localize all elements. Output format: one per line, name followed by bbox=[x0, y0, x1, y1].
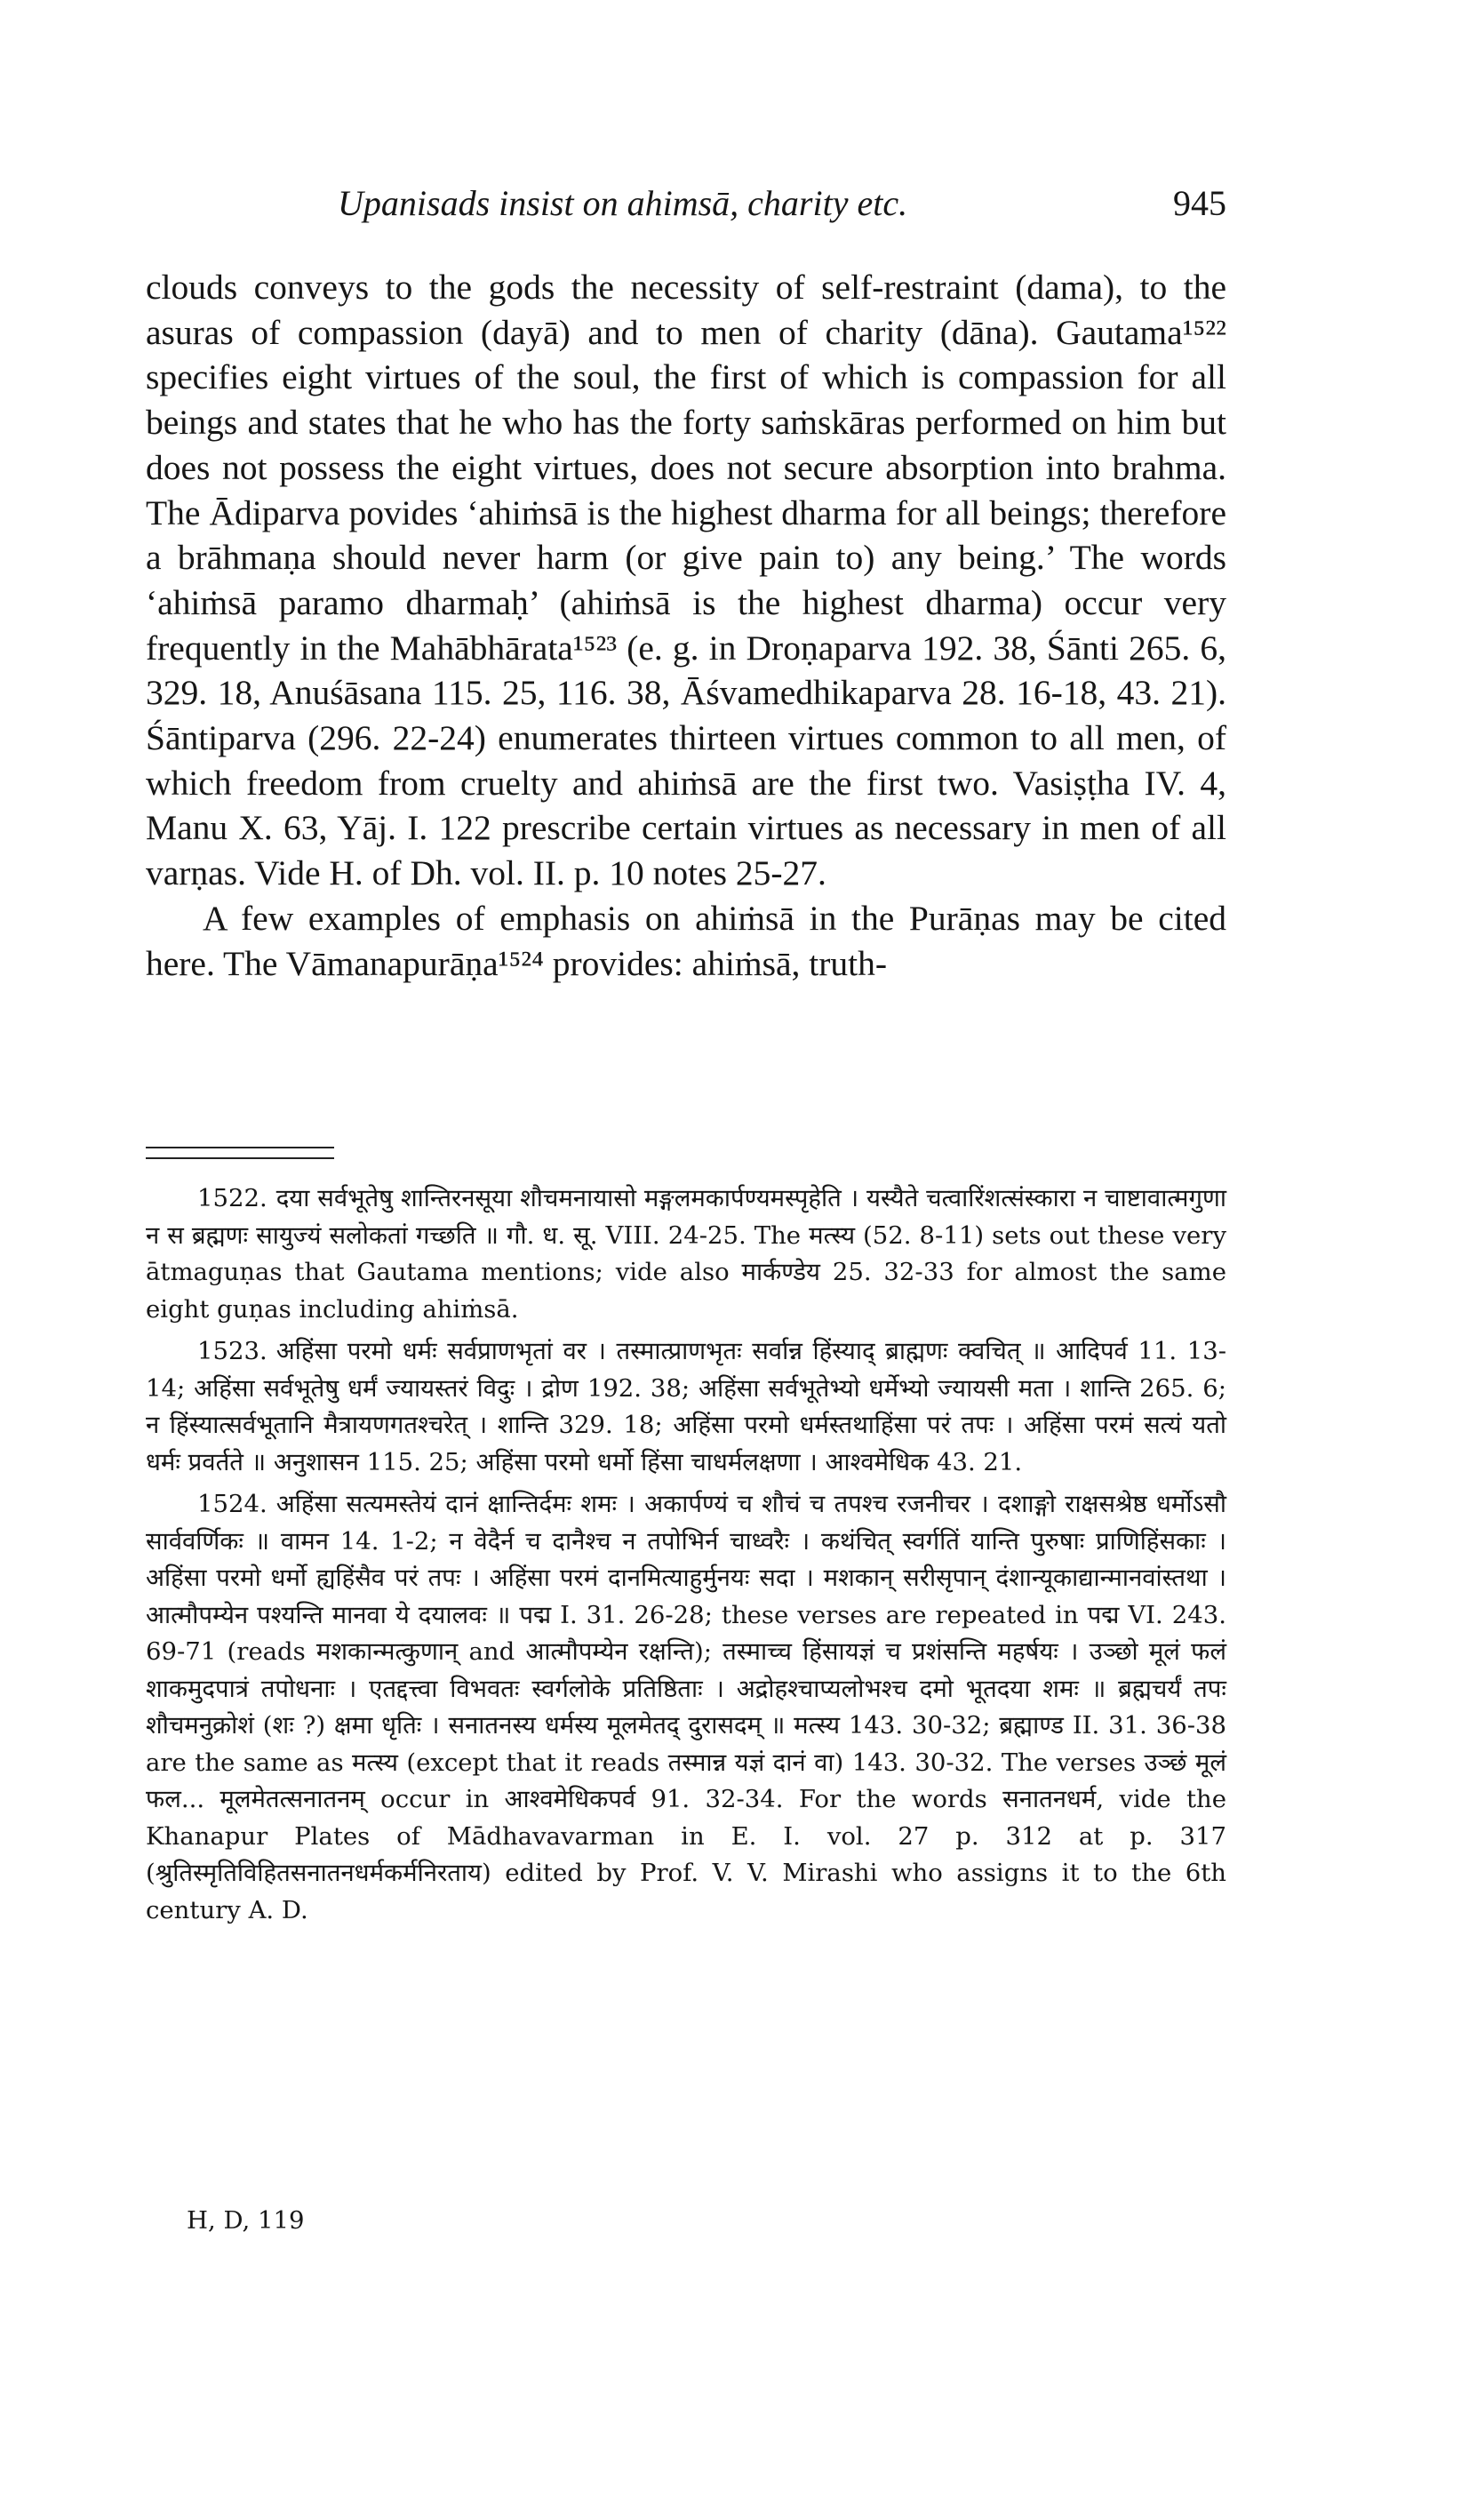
footnote-1522 bbox=[146, 1180, 1226, 1328]
signature-mark: H, D, 119 bbox=[187, 2206, 305, 2235]
footnote-text: दया सर्वभूतेषु शान्तिरनसूया शौचमनायासो मङ्गलमकार्पण्यमस्पृहेति । यस्यैते चत्वारिंशत्संस्कारा न चाष्टावात्मगुणा न स ब्रह्मणः सायुज्यं सलोकतां गच्छति ॥ गौ. ध. सू. VIII. 24-25. The मत्स्य (52. 8-11) sets out these very ātmaguṇas that Gautama mentions; vide also मार्कण्डेय 25. 32-33 for almost the same eight guṇas including ahiṁsā. bbox=[146, 1184, 1226, 1324]
footnote-number: 1522. bbox=[197, 1184, 267, 1212]
page-number: 945 bbox=[1173, 183, 1226, 223]
footnote-1523 bbox=[146, 1333, 1226, 1481]
running-title: Upanisads insist on ahimsā, charity etc. bbox=[338, 183, 908, 223]
footnote-number: 1524. bbox=[197, 1490, 267, 1518]
paragraph: clouds conveys to the gods the necessity of self-restraint (dama), to the asuras of compassion (dayā) and to men of charity (dāna). Gautama¹⁵²² specifies eight virtues of the soul, the first of which is compassion for all beings and states that he who has the forty saṁskāras performed on him but does not possess the eight virtues, does not secure absorption into brahma. The Ādiparva povides ‘ahiṁsā is the highest dharma for all beings; therefore a brāhmaṇa should never harm (or give pain to) any being.’ The words ‘ahiṁsā paramo dharmaḥ’ (ahiṁsā is the highest dharma) occur very frequently in the Mahābhārata¹⁵²³ (e. g. in Droṇaparva 192. 38, Śānti 265. 6, 329. 18, Anuśāsana 115. 25, 116. 38, Āśvamedhikaparva 28. 16-18, 43. 21). Śāntiparva (296. 22-24) enumerates thirteen virtues common to all men, of which freedom from cruelty and ahiṁsā are the first two. Vasiṣṭha IV. 4, Manu X. 63, Yāj. I. 122 prescribe certain virtues as necessary in men of all varṇas. Vide H. of Dh. vol. II. p. 10 notes 25-27. bbox=[146, 268, 1226, 893]
footnote-number: 1523. bbox=[197, 1337, 267, 1365]
footnote-text: अहिंसा परमो धर्मः सर्वप्राणभृतां वर । तस्मात्प्राणभृतः सर्वान्न हिंस्याद् ब्राह्मणः क्वचित् ॥ आदिपर्व 11. 13-14; अहिंसा सर्वभूतेषु धर्मं ज्यायस्तरं विदुः । द्रोण 192. 38; अहिंसा सर्वभूतेभ्यो धर्मेभ्यो ज्यायसी मता । शान्ति 265. 6; न हिंस्यात्सर्वभूतानि मैत्रायणगतश्चरेत् । शान्ति 329. 18; अहिंसा परमो धर्मस्तथाहिंसा परं तपः । अहिंसा परमं सत्यं यतो धर्मः प्रवर्तते ॥ अनुशासन 115. 25; अहिंसा परमो धर्मो हिंसा चाधर्मलक्षणा । आश्वमेधिक 43. 21. bbox=[146, 1337, 1226, 1476]
page-header bbox=[338, 182, 1226, 236]
paragraph: A few examples of emphasis on ahiṁsā in the Purāṇas may be cited here. The Vāmanapurāṇa¹⁵²⁴ provides: ahiṁsā, truth- bbox=[146, 898, 1226, 983]
footnotes bbox=[146, 1180, 1226, 1934]
footnote-divider bbox=[146, 1147, 334, 1148]
main-text bbox=[146, 265, 1226, 986]
footnote-text: अहिंसा सत्यमस्तेयं दानं क्षान्तिर्दमः शमः । अकार्पण्यं च शौचं च तपश्च रजनीचर । दशाङ्गो राक्षसश्रेष्ठ धर्मोऽसौ सार्ववर्णिकः ॥ वामन 14. 1-2; न वेदैर्न च दानैश्च न तपोभिर्न चाध्वरैः । कथंचित् स्वर्गतिं यान्ति पुरुषाः प्राणिहिंसकाः । अहिंसा परमो धर्मो ह्यहिंसैव परं तपः । अहिंसा परमं दानमित्याहुर्मुनयः सदा । मशकान् सरीसृपान् दंशान्यूकाद्यान्मानवांस्तथा । आत्मौपम्येन पश्यन्ति मानवा ये दयालवः ॥ पद्म I. 31. 26-28; these verses are repeated in पद्म VI. 243. 69-71 (reads मशकान्मत्कुणान् and आत्मौपम्येन रक्षन्ति); तस्माच्च हिंसायज्ञं च प्रशंसन्ति महर्षयः । उञ्छो मूलं फलं शाकमुदपात्रं तपोधनाः । एतद्दत्त्वा विभवतः स्वर्गलोके प्रतिष्ठिताः । अद्रोहश्चाप्यलोभश्च दमो भूतदया शमः ॥ ब्रह्मचर्यं तपः शौचमनुक्रोशं (शः ?) क्षमा धृतिः । सनातनस्य धर्मस्य मूलमेतद् दुरासदम् ॥ मत्स्य 143. 30-32; ब्रह्माण्ड II. 31. 36-38 are the same as मत्स्य (except that it reads तस्मान्न यज्ञं दानं वा) 143. 30-32. The verses उञ्छं मूलं फल... मूलमेतत्सनातनम् occur in आश्वमेधिकपर्व 91. 32-34. For the words सनातनधर्म, vide the Khanapur Plates of Mādhavavarman in E. I. vol. 27 p. 312 at p. 317 (श्रुतिस्मृतिविहितसनातनधर्मकर्मनिरताय) edited by Prof. V. V. Mirashi who assigns it to the 6th century A. D. bbox=[146, 1490, 1226, 1924]
footnote-divider bbox=[146, 1157, 334, 1159]
footnote-1524 bbox=[146, 1486, 1226, 1929]
